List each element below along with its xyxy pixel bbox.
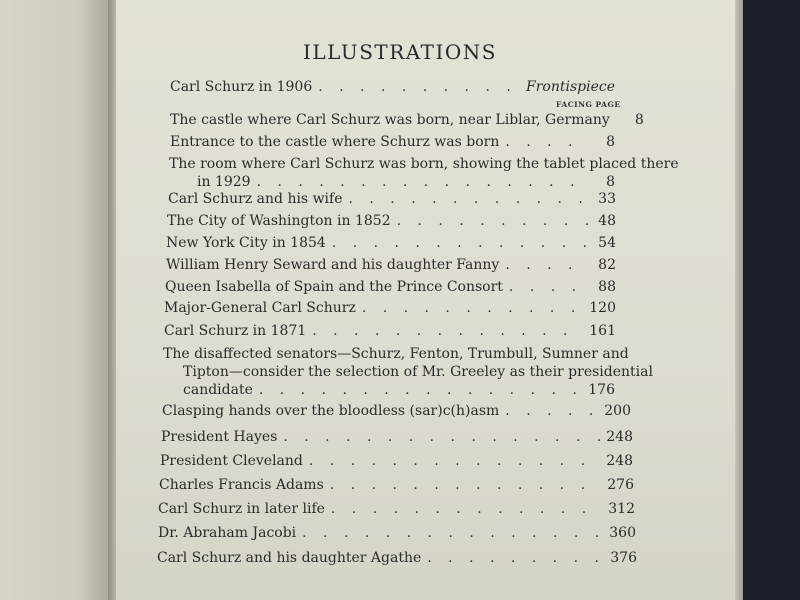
entry-title-line: in 1929 <box>197 174 251 190</box>
leader-dots <box>505 256 588 274</box>
toc-entry <box>165 278 616 296</box>
entry-page: 360 <box>609 525 636 541</box>
entry-title: The City of Washington in 1852 <box>167 213 391 229</box>
leader-dots <box>259 381 582 399</box>
entry-title: Entrance to the castle where Schurz was born <box>170 134 500 150</box>
entry-title: President Hayes <box>161 429 278 445</box>
leader-dots <box>257 173 587 191</box>
entry-title: Carl Schurz and his daughter Agathe <box>157 550 422 566</box>
toc-entry <box>157 549 637 567</box>
leader-dots <box>505 133 587 151</box>
entry-page: 8 <box>606 174 615 190</box>
entry-title: Charles Francis Adams <box>159 477 324 493</box>
toc-entry <box>168 190 616 208</box>
page-title: ILLUSTRATIONS <box>302 40 497 64</box>
entry-title: Clasping hands over the bloodless (sar)c(h)asm <box>162 403 500 419</box>
toc-entry <box>164 322 616 340</box>
entry-page: 8 <box>606 134 615 150</box>
entry-title-line: The disaffected senators—Schurz, Fenton, Trumbull, Sumner and <box>163 346 629 362</box>
leader-dots <box>509 278 588 296</box>
entry-page: 376 <box>610 550 637 566</box>
entry-page: 48 <box>598 213 616 229</box>
entry-page: 248 <box>606 429 633 445</box>
entry-title: Carl Schurz in later life <box>158 501 325 517</box>
page-edge <box>735 0 743 600</box>
entry-page: 120 <box>589 300 616 316</box>
toc-entry <box>170 111 644 129</box>
entry-title: Queen Isabella of Spain and the Prince Consort <box>165 279 503 295</box>
left-page <box>0 0 112 600</box>
toc-entry <box>170 78 615 96</box>
entry-title: The castle where Carl Schurz was born, near Liblar, Germany <box>170 112 610 128</box>
entry-title: President Cleveland <box>160 453 303 469</box>
entry-title: New York City in 1854 <box>166 235 326 251</box>
leader-dots <box>362 299 583 317</box>
entry-title: Dr. Abraham Jacobi <box>158 525 297 541</box>
entry-page: 276 <box>607 477 634 493</box>
entry-page: 54 <box>598 235 616 251</box>
leader-dots <box>397 212 588 230</box>
entry-page: Frontispiece <box>526 79 615 95</box>
leader-dots <box>332 234 588 252</box>
toc-entry <box>159 476 634 494</box>
toc-entry <box>160 452 633 470</box>
entry-page: 82 <box>598 257 616 273</box>
leader-dots <box>283 428 600 446</box>
toc-entry <box>166 256 616 274</box>
facing-page-label: FACING PAGE <box>556 100 621 109</box>
entry-page: 176 <box>588 382 615 398</box>
entry-title: Carl Schurz in 1871 <box>164 323 307 339</box>
entry-title-line: Tipton—consider the selection of Mr. Greeley as their presidential <box>183 364 653 380</box>
entry-title-line: The room where Carl Schurz was born, showing the tablet placed there <box>169 156 679 172</box>
entry-page: 200 <box>604 403 631 419</box>
leader-dots <box>302 524 603 542</box>
entry-title-line: candidate <box>183 382 253 398</box>
leader-dots <box>309 452 600 470</box>
toc-entry <box>164 299 616 317</box>
leader-dots <box>331 500 602 518</box>
leader-dots <box>318 78 520 96</box>
toc-entry <box>170 133 615 151</box>
toc-entry <box>169 155 679 191</box>
leader-dots <box>312 322 583 340</box>
toc-entry <box>167 212 616 230</box>
entry-page: 161 <box>589 323 616 339</box>
entry-page: 88 <box>598 279 616 295</box>
entry-page: 248 <box>606 453 633 469</box>
leader-dots <box>505 402 598 420</box>
entry-title: Major-General Carl Schurz <box>164 300 356 316</box>
entry-page: 8 <box>634 112 644 128</box>
toc-entry <box>158 500 635 518</box>
leader-dots <box>349 190 589 208</box>
toc-entry <box>162 402 631 420</box>
toc-entry <box>158 524 636 542</box>
toc-entry <box>166 234 616 252</box>
entry-title: William Henry Seward and his daughter Fanny <box>166 257 500 273</box>
entry-title: Carl Schurz in 1906 <box>170 79 313 95</box>
leader-dots <box>427 549 604 567</box>
leader-dots <box>330 476 601 494</box>
toc-entry <box>163 345 653 399</box>
toc-entry <box>161 428 633 446</box>
entry-title: Carl Schurz and his wife <box>168 191 343 207</box>
entry-page: 312 <box>608 501 635 517</box>
entry-page: 33 <box>598 191 616 207</box>
